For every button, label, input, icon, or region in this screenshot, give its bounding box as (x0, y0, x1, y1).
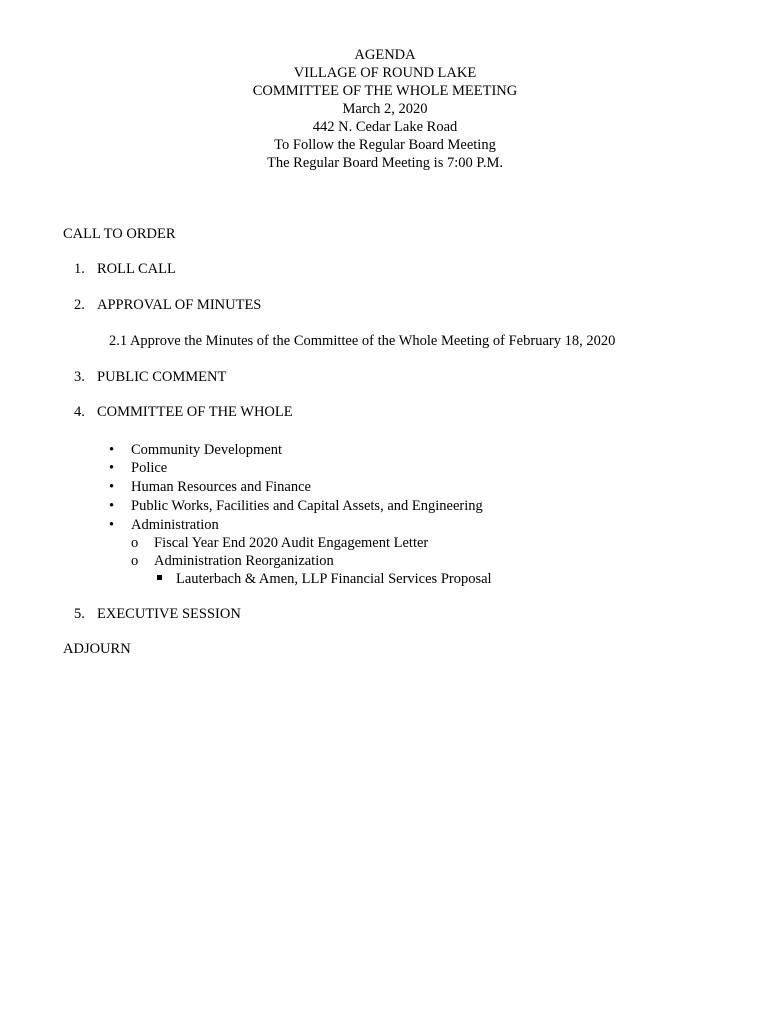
item-number: 3. (74, 369, 85, 385)
item-executive-session: EXECUTIVE SESSION (97, 606, 241, 622)
square-bullet-icon (157, 575, 162, 580)
sub-bullet-marker: o (131, 553, 139, 569)
committee-bullet-public-works: Public Works, Facilities and Capital Assets, and Engineering (131, 498, 483, 514)
item-public-comment: PUBLIC COMMENT (97, 369, 227, 385)
item-roll-call: ROLL CALL (97, 261, 176, 277)
adjourn: ADJOURN (63, 641, 131, 657)
committee-bullet-community-development: Community Development (131, 442, 283, 458)
committee-bullet-administration: Administration (131, 517, 219, 533)
sub-bullet-marker: o (131, 535, 139, 551)
item-number: 1. (74, 261, 85, 277)
agenda-header (0, 46, 770, 172)
committee-bullet-hr-finance: Human Resources and Finance (131, 479, 311, 495)
meeting-address: 442 N. Cedar Lake Road (312, 119, 458, 135)
admin-sub-reorganization: Administration Reorganization (154, 553, 334, 569)
committee-bullet-police: Police (131, 460, 168, 476)
item-number: 4. (74, 404, 85, 420)
board-meeting-time: The Regular Board Meeting is 7:00 P.M. (266, 155, 503, 171)
agenda-title: AGENDA (354, 47, 416, 63)
meeting-timing-note: To Follow the Regular Board Meeting (274, 137, 496, 153)
bullet-icon: • (109, 442, 115, 458)
admin-sub-audit-letter: Fiscal Year End 2020 Audit Engagement Letter (154, 535, 429, 551)
item-approval-of-minutes: APPROVAL OF MINUTES (97, 297, 262, 313)
item-number: 5. (74, 606, 85, 622)
organization-name: VILLAGE OF ROUND LAKE (293, 65, 477, 81)
bullet-icon: • (109, 479, 115, 495)
item-committee-of-the-whole: COMMITTEE OF THE WHOLE (97, 404, 293, 420)
item-number: 2. (74, 297, 85, 313)
minutes-subitem: 2.1 Approve the Minutes of the Committee of the Whole Meeting of February 18, 2020 (109, 333, 616, 349)
meeting-date: March 2, 2020 (342, 101, 428, 117)
admin-subsub-financial-proposal: Lauterbach & Amen, LLP Financial Services Proposal (176, 571, 492, 587)
bullet-icon: • (109, 460, 115, 476)
call-to-order: CALL TO ORDER (63, 226, 176, 242)
bullet-icon: • (109, 498, 115, 514)
bullet-icon: • (109, 517, 115, 533)
meeting-name: COMMITTEE OF THE WHOLE MEETING (252, 83, 518, 99)
